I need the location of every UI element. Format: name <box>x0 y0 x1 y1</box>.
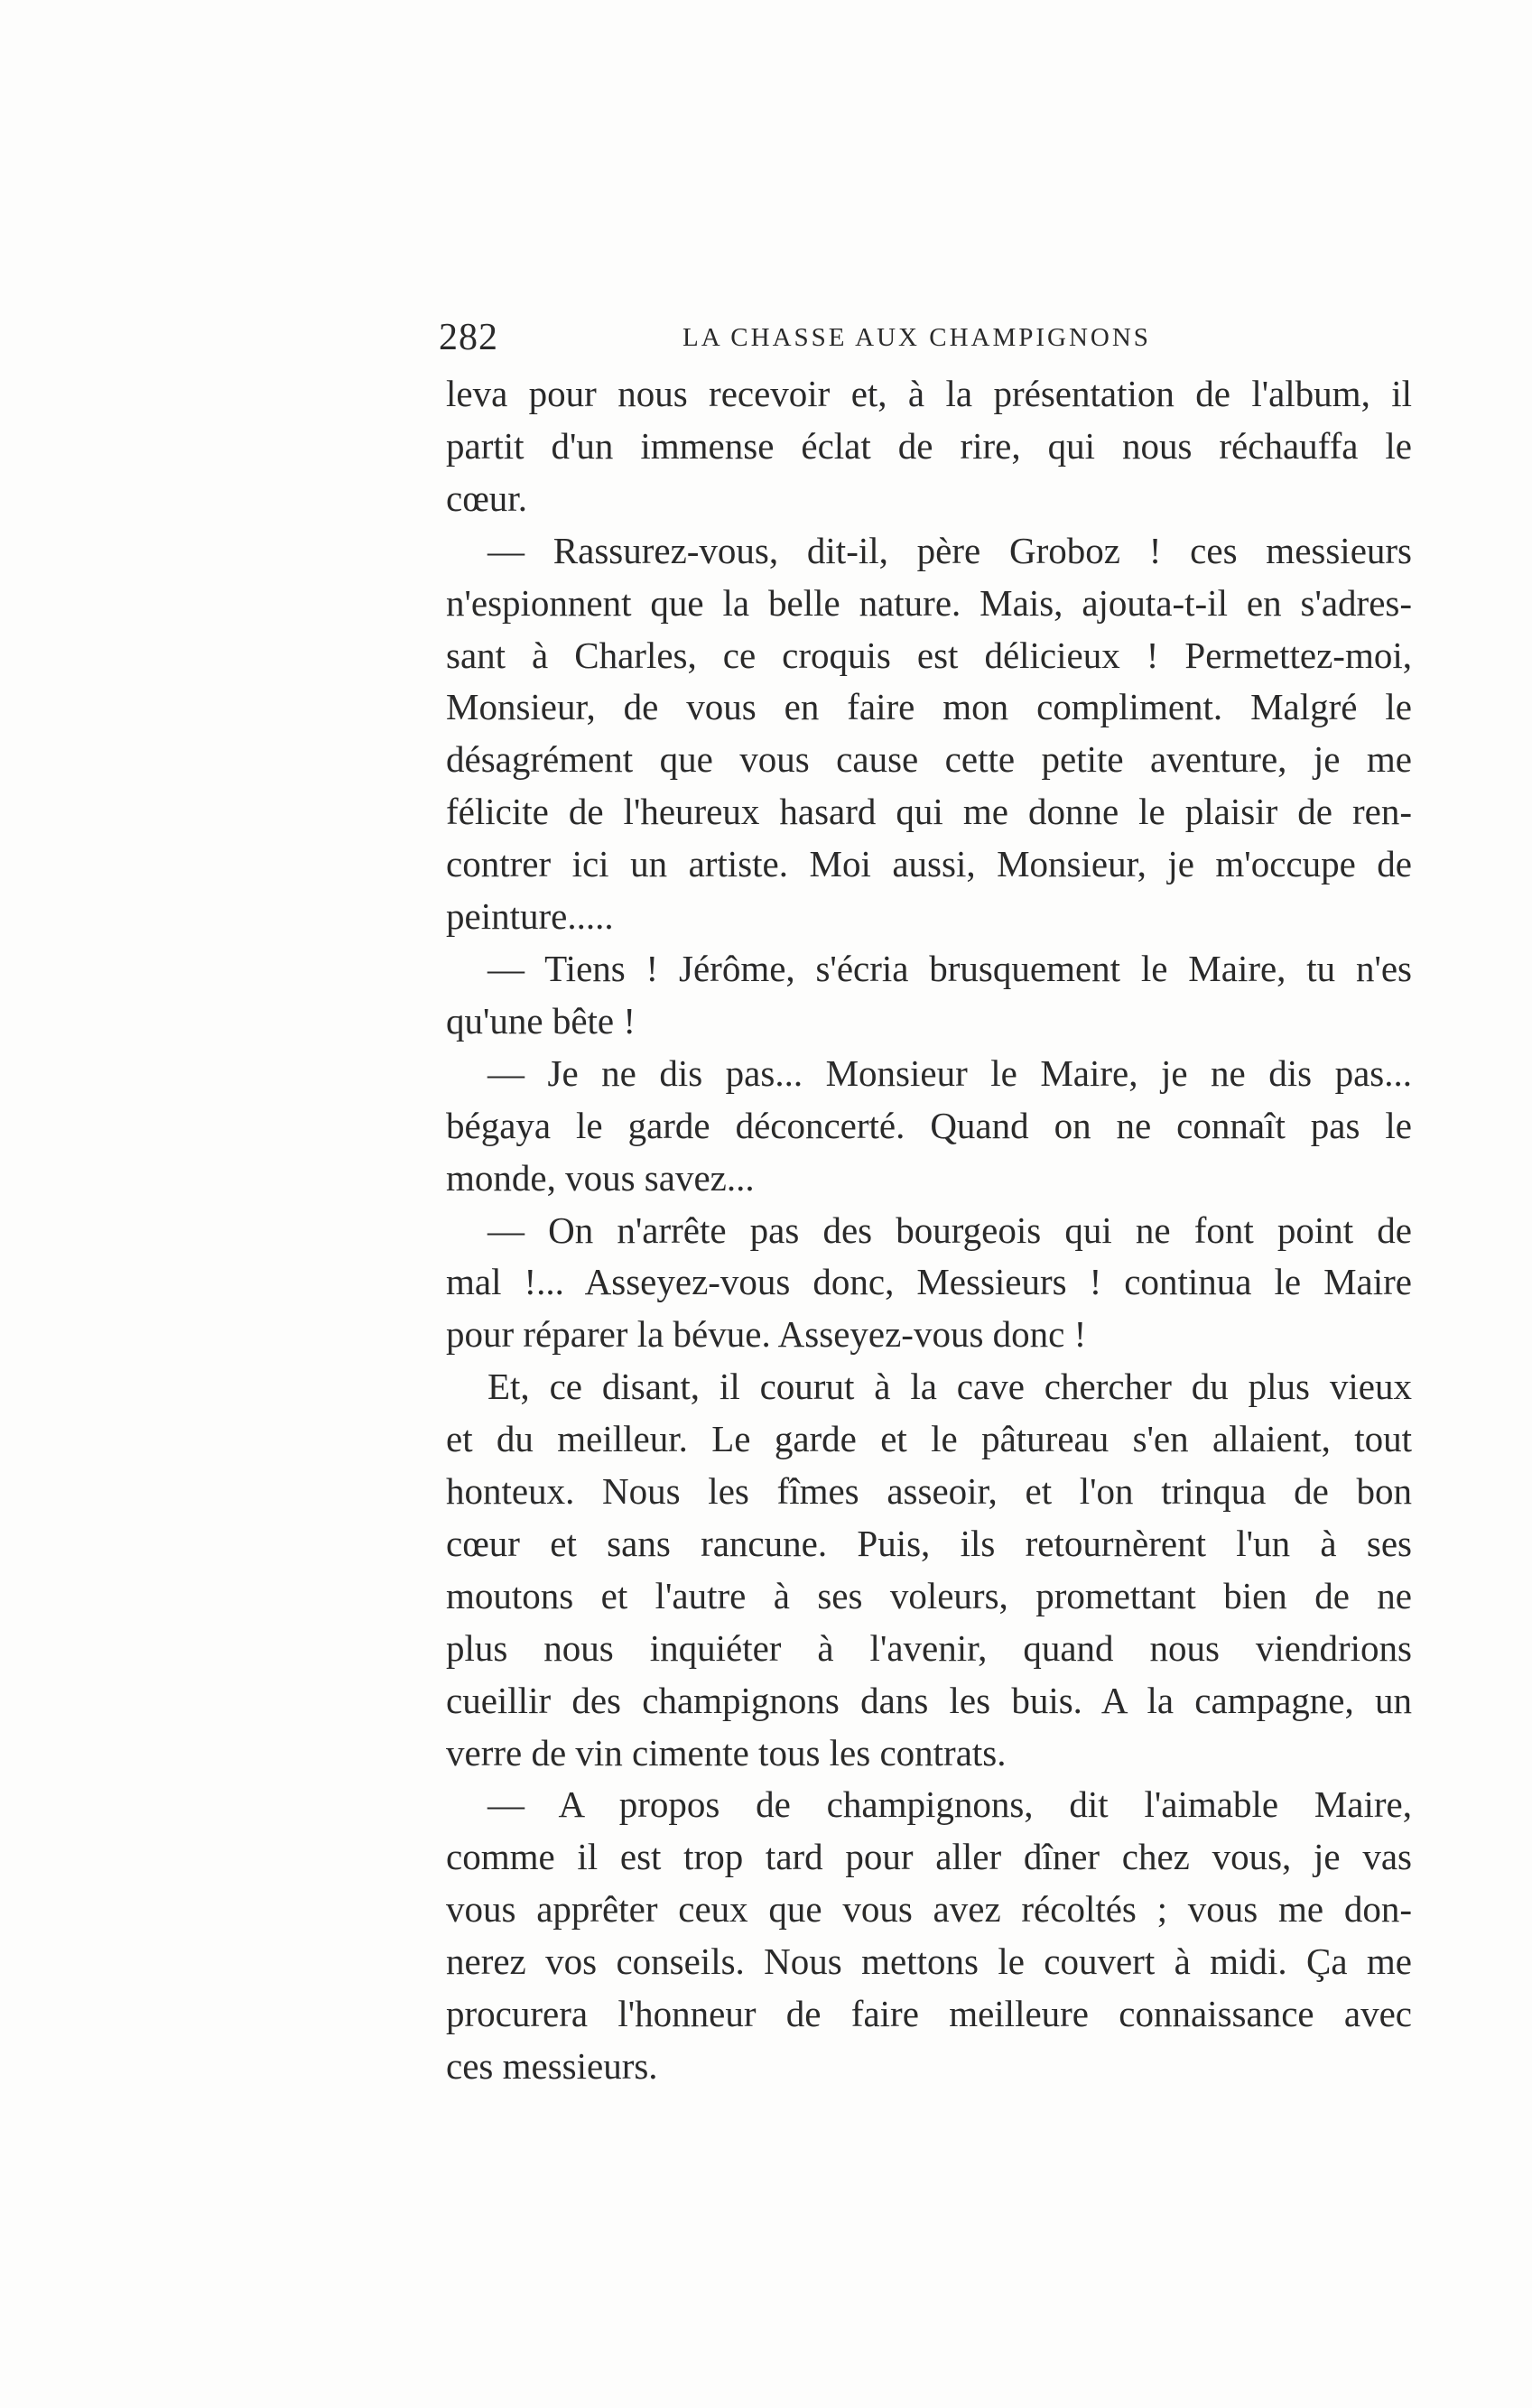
text-line: peinture..... <box>446 895 614 938</box>
paragraph-7 <box>446 1779 1412 2092</box>
text-line: cueillir des champignons dans les buis. A la campagne, un <box>446 1679 1412 1721</box>
text-line: — Rassurez-vous, dit-il, père Groboz ! ces messieurs <box>487 529 1412 571</box>
text-line: procurera l'honneur de faire meilleure connaissance avec <box>446 1993 1412 2035</box>
page-number: 282 <box>439 317 498 358</box>
running-head <box>439 307 1412 361</box>
text-line: comme il est trop tard pour aller dîner chez vous, je vas <box>446 1836 1412 1878</box>
text-line: vous apprêter ceux que vous avez récoltés ; vous me don- <box>446 1888 1412 1931</box>
text-line: plus nous inquiéter à l'avenir, quand nous viendrions <box>446 1626 1412 1669</box>
text-line: Monsieur, de vous en faire mon compliment. Malgré le <box>446 686 1412 728</box>
text-line: verre de vin cimente tous les contrats. <box>446 1731 1007 1774</box>
body-text <box>446 368 1412 2093</box>
text-line: mal !... Asseyez-vous donc, Messieurs ! continua le Maire <box>446 1261 1412 1303</box>
text-line: — Je ne dis pas... Monsieur le Maire, je ne dis pas... <box>487 1051 1412 1094</box>
text-line: cœur. <box>446 477 527 519</box>
text-line: ces messieurs. <box>446 2045 658 2087</box>
running-title: LA CHASSE AUX CHAMPIGNONS <box>682 323 1151 352</box>
paragraph-2 <box>446 525 1412 943</box>
paragraph-4 <box>446 1048 1412 1205</box>
text-line: bégaya le garde déconcerté. Quand on ne connaît pas le <box>446 1104 1412 1146</box>
text-line: cœur et sans rancune. Puis, ils retournèrent l'un à ses <box>446 1522 1412 1564</box>
text-line: félicite de l'heureux hasard qui me donne le plaisir de ren- <box>446 791 1412 833</box>
text-line: qu'une bête ! <box>446 999 636 1042</box>
text-line: pour réparer la bévue. Asseyez-vous donc ! <box>446 1313 1087 1356</box>
paragraph-6 <box>446 1361 1412 1779</box>
text-line: honteux. Nous les fîmes asseoir, et l'on trinqua de bon <box>446 1470 1412 1513</box>
paragraph-3 <box>446 943 1412 1048</box>
text-line: et du meilleur. Le garde et le pâtureau s'en allaient, tout <box>446 1418 1412 1460</box>
paragraph-1 <box>446 368 1412 525</box>
text-line: — On n'arrête pas des bourgeois qui ne font point de <box>487 1209 1412 1251</box>
text-line: Et, ce disant, il courut à la cave chercher du plus vieux <box>487 1366 1412 1408</box>
text-line: moutons et l'autre à ses voleurs, promettant bien de ne <box>446 1574 1412 1616</box>
text-line: — A propos de champignons, dit l'aimable Maire, <box>487 1783 1412 1826</box>
text-line: leva pour nous recevoir et, à la présentation de l'album, il <box>446 373 1412 414</box>
text-line: contrer ici un artiste. Moi aussi, Monsieur, je m'occupe de <box>446 843 1412 885</box>
paragraph-5 <box>446 1205 1412 1362</box>
text-line: monde, vous savez... <box>446 1156 755 1199</box>
text-line: partit d'un immense éclat de rire, qui nous réchauffa le <box>446 424 1412 467</box>
text-line: — Tiens ! Jérôme, s'écria brusquement le Maire, tu n'es <box>487 947 1412 989</box>
text-line: désagrément que vous cause cette petite aventure, je me <box>446 738 1412 781</box>
text-line: nerez vos conseils. Nous mettons le couvert à midi. Ça me <box>446 1940 1412 1983</box>
text-line: sant à Charles, ce croquis est délicieux ! Permettez-moi, <box>446 634 1412 676</box>
text-line: n'espionnent que la belle nature. Mais, ajouta-t-il en s'adres- <box>446 581 1412 624</box>
